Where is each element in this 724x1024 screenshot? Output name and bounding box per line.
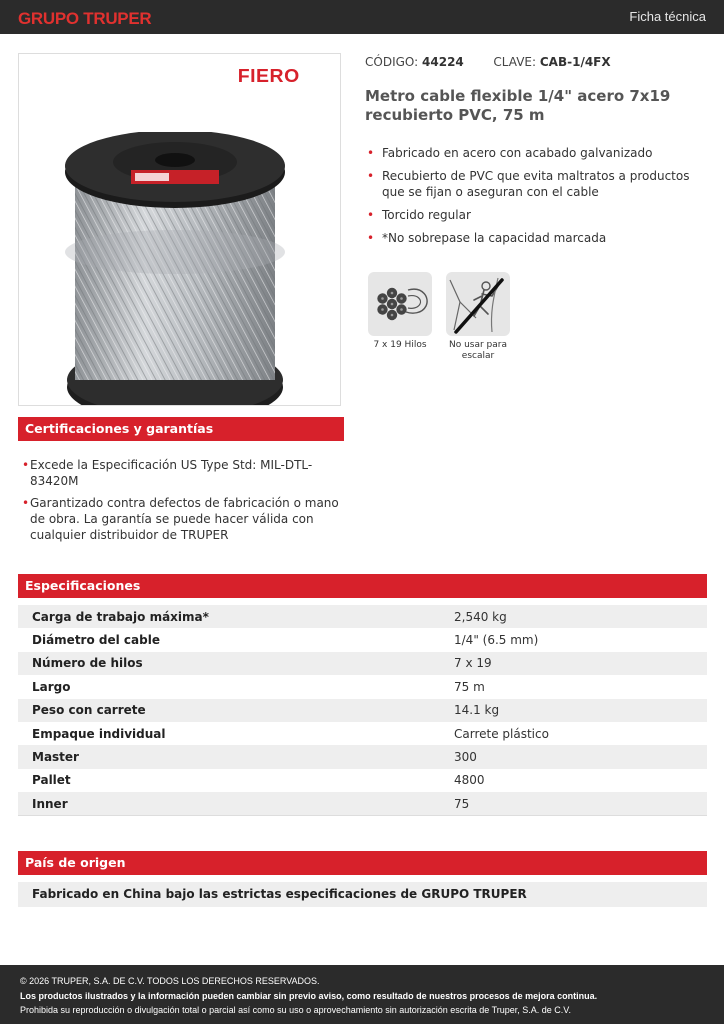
spec-label: Pallet: [32, 773, 71, 788]
specifications-heading: Especificaciones: [18, 574, 707, 598]
spec-value: 4800: [454, 773, 485, 788]
table-divider: [18, 815, 707, 816]
table-row: [18, 675, 707, 698]
spec-value: 1/4" (6.5 mm): [454, 633, 539, 648]
table-row: [18, 605, 707, 628]
table-row: [18, 699, 707, 722]
certification-item: • Excede la Especificación US Type Std: MIL-DTL-83420M: [22, 457, 342, 489]
spec-label: Empaque individual: [32, 726, 166, 741]
cable-spool-illustration: [65, 132, 290, 406]
strand-icon-caption: 7 x 19 Hilos: [373, 340, 427, 350]
table-row: [18, 792, 707, 815]
spec-label: Inner: [32, 796, 68, 811]
certification-item: • Garantizado contra defectos de fabricación o mano de obra. La garantía se puede hacer válida con cualquier distribuidor de TRUPER: [22, 495, 342, 543]
feature-item: • *No sobrepase la capacidad marcada: [365, 230, 710, 246]
codigo-label: CÓDIGO:: [365, 55, 419, 69]
no-climbing-icon: [446, 272, 510, 336]
specifications-table: [18, 605, 707, 816]
spec-label: Diámetro del cable: [32, 633, 160, 648]
footer: [0, 965, 724, 1024]
spec-value: 14.1 kg: [454, 703, 500, 718]
feature-item: • Recubierto de PVC que evita maltratos a productos que se fijan o aseguran con el cable: [365, 168, 710, 200]
fiero-logo: FIERO: [237, 66, 300, 86]
document-type-label: Ficha técnica: [629, 9, 706, 24]
feature-item: • Fabricado en acero con acabado galvanizado: [365, 145, 710, 161]
spec-label: Peso con carrete: [32, 703, 146, 718]
spec-value: 7 x 19: [454, 656, 492, 671]
certifications-heading: Certificaciones y garantías: [18, 417, 344, 441]
change-notice-text: Los productos ilustrados y la información pueden cambiar sin previo aviso, como resultado de nuestros procesos de mejora continua.: [20, 990, 598, 1001]
product-title: Metro cable flexible 1/4" acero 7x19 recubierto PVC, 75 m: [365, 87, 671, 124]
copyright-text: © 2026 TRUPER, S.A. DE C.V. TODOS LOS DERECHOS RESERVADOS.: [20, 976, 320, 986]
product-codes: [365, 55, 611, 69]
table-row: [18, 652, 707, 675]
prohibition-text: Prohibida su reproducción o divulgación total o parcial así como su uso o aprovechamiento sin autorización escrita de Truper, S.A. de C.V.: [20, 1005, 571, 1015]
strand-cross-section-icon: [368, 272, 432, 336]
spec-label: Carga de trabajo máxima*: [32, 609, 209, 624]
origin-text: Fabricado en China bajo las estrictas especificaciones de GRUPO TRUPER: [18, 882, 707, 907]
spec-value: 2,540 kg: [454, 609, 507, 624]
no-climbing-icon-caption: No usar para escalar: [448, 340, 507, 361]
spec-value: Carrete plástico: [454, 726, 549, 741]
table-row: [18, 722, 707, 745]
feature-item: • Torcido regular: [365, 207, 710, 223]
product-image: [18, 53, 341, 406]
table-row: [18, 745, 707, 768]
spec-value: 75: [454, 796, 470, 811]
spec-label: Largo: [32, 679, 71, 694]
table-row: [18, 769, 707, 792]
origin-heading: País de origen: [18, 851, 707, 875]
certifications-list: [22, 457, 342, 549]
table-row: [18, 628, 707, 651]
header-bar: [0, 0, 724, 34]
spec-label: Número de hilos: [32, 656, 143, 671]
brand-logo[interactable]: GRUPO TRUPER: [18, 9, 152, 28]
feature-list: [365, 145, 710, 253]
spec-label: Master: [32, 750, 79, 765]
clave-label: CLAVE:: [493, 55, 537, 69]
spec-value: 75 m: [454, 679, 485, 694]
spec-value: 300: [454, 750, 477, 765]
clave-value: CAB-1/4FX: [539, 55, 611, 69]
codigo-value: 44224: [422, 55, 464, 69]
